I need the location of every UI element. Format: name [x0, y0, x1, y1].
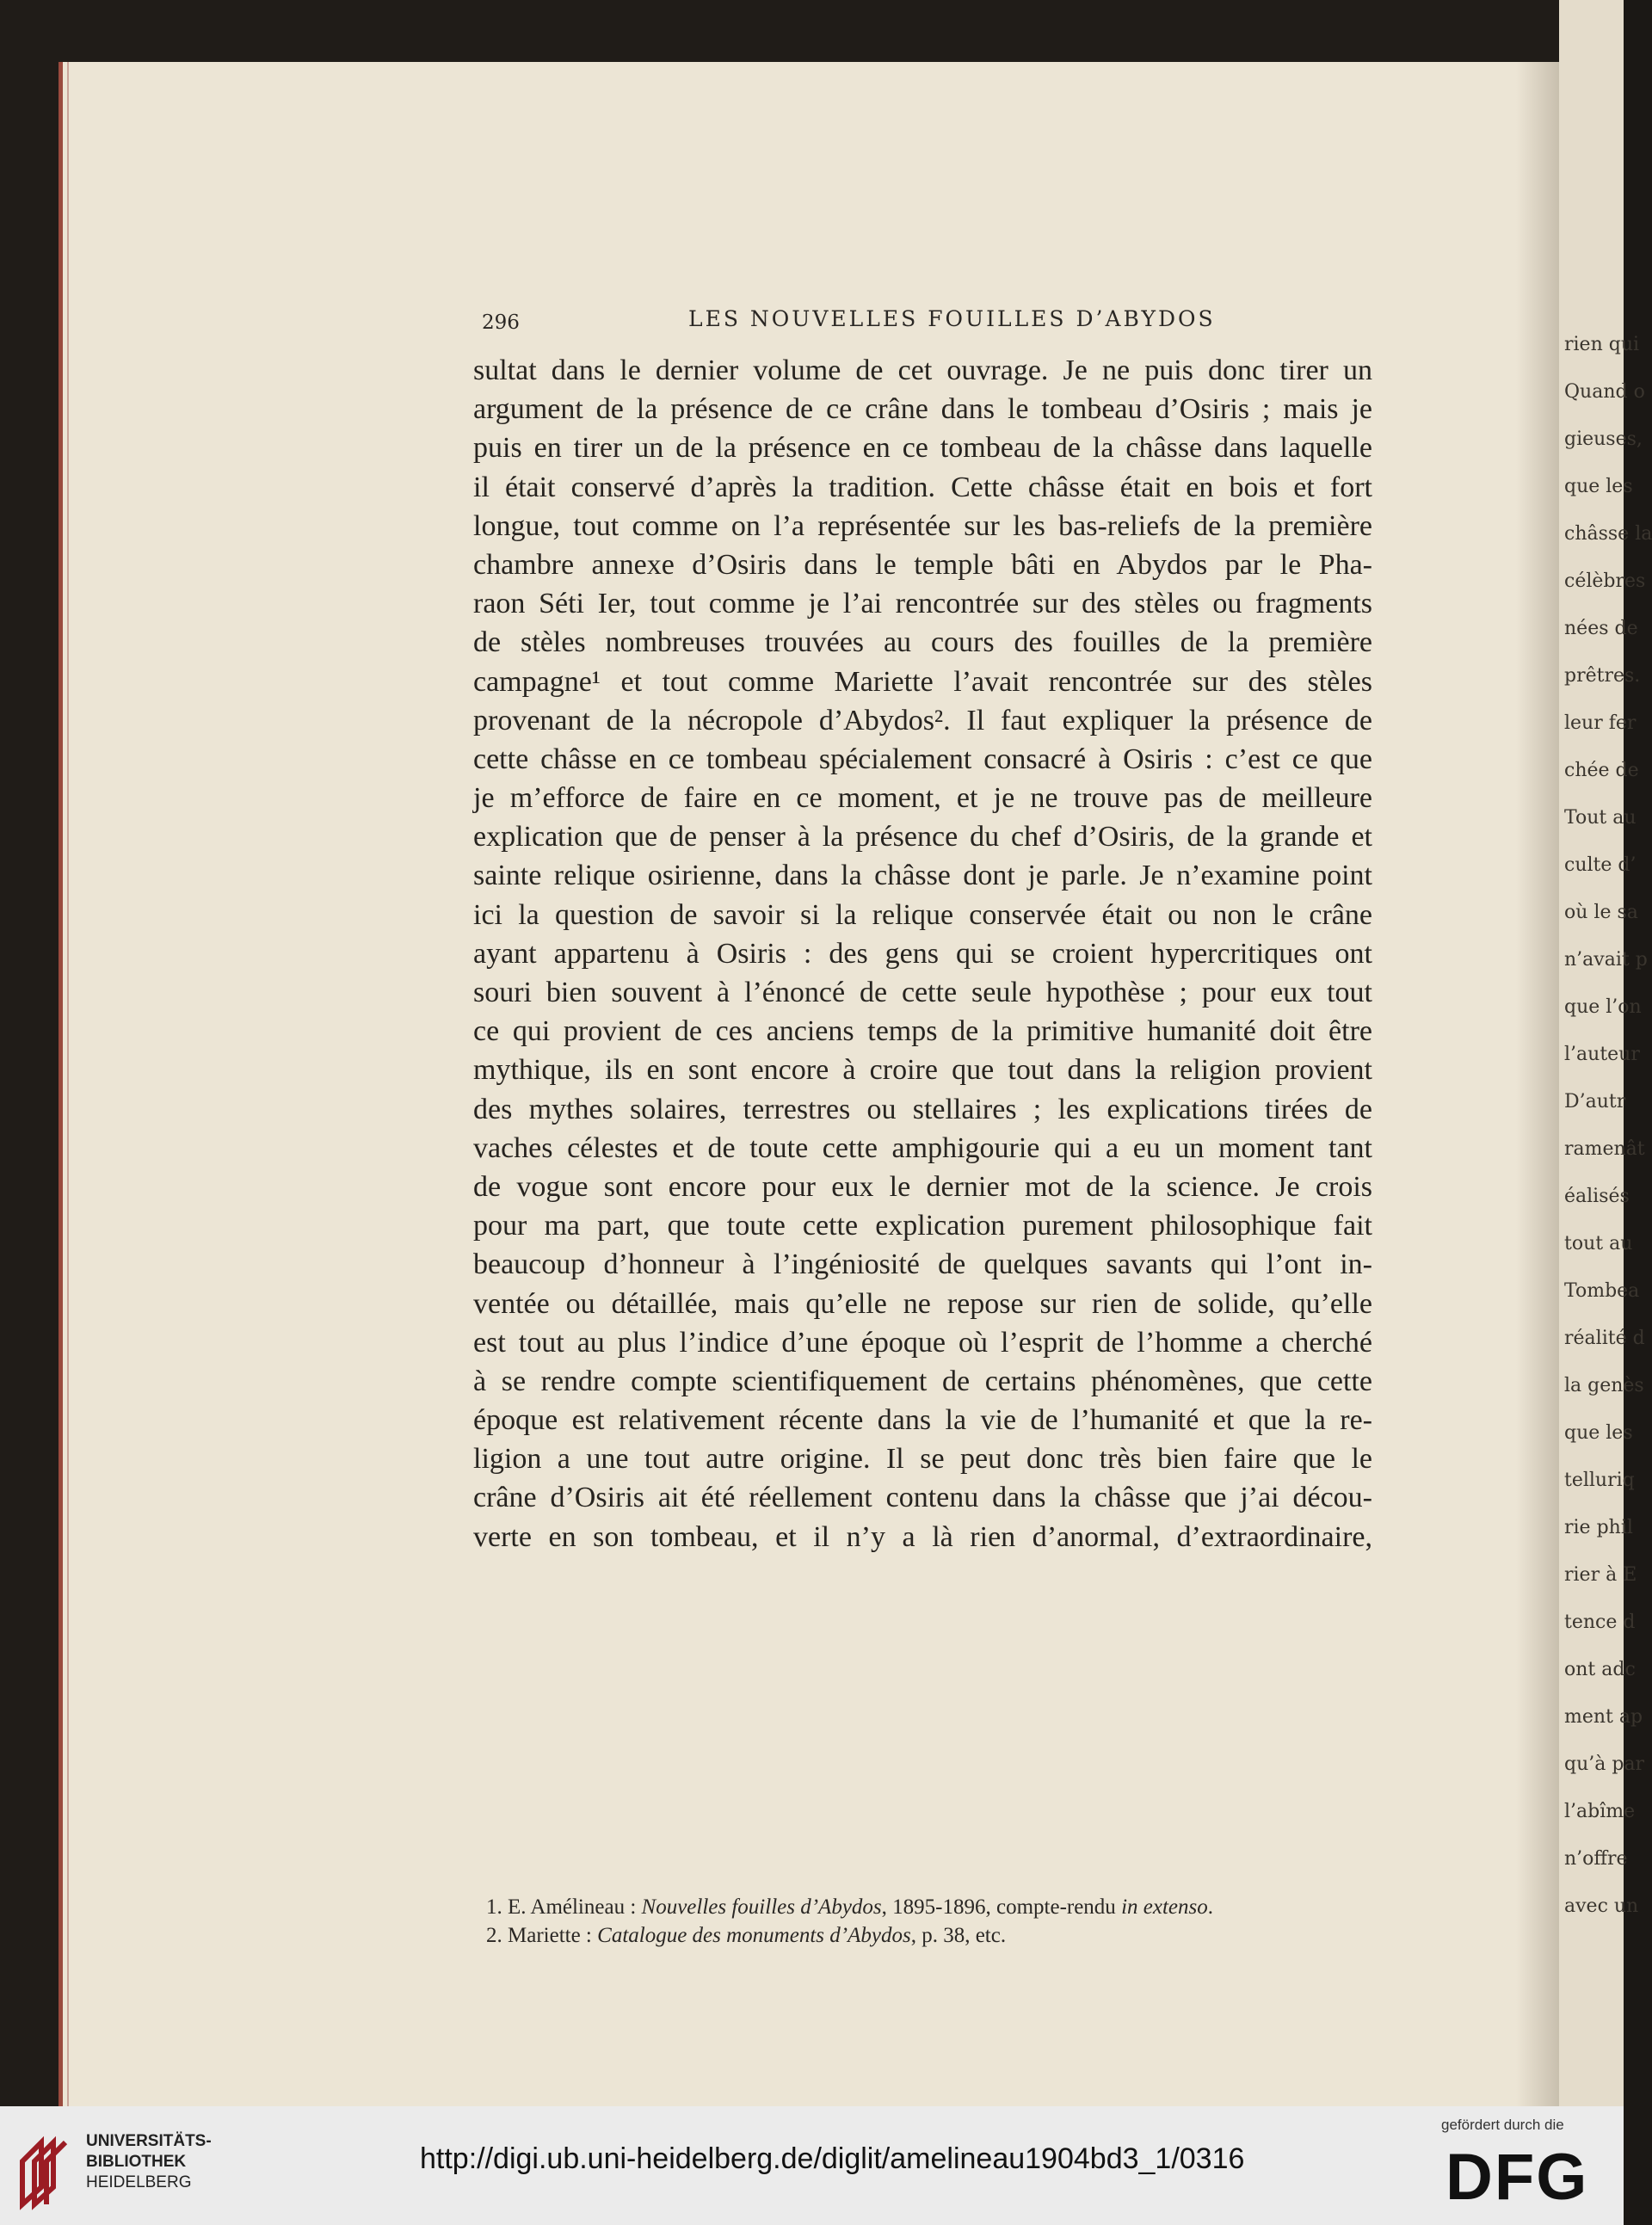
facing-page: [1559, 0, 1652, 2106]
facing-page-line: l’abîme: [1564, 1801, 1636, 1822]
facing-page-line: où le sa: [1564, 902, 1638, 923]
text-line: je m’efforce de faire en ce moment, et je ne trouve pas de meilleure: [473, 782, 1372, 815]
text-line: explication que de penser à la présence du chef d’Osiris, de la grande et: [473, 821, 1372, 854]
text-line: chambre annexe d’Osiris dans le temple bâti en Abydos par le Pha-: [473, 548, 1372, 581]
facing-page-line: ont adc: [1564, 1659, 1636, 1680]
library-name-line2: BIBLIOTHEK: [86, 2153, 187, 2171]
facing-page-line: Tout au: [1564, 807, 1637, 829]
facing-page-line: l’auteur: [1564, 1044, 1640, 1065]
text-line: vaches célestes et de toute cette amphigourie qui a eu un moment tant: [473, 1131, 1372, 1164]
footnote-1: 1. E. Amélineau : Nouvelles fouilles d’Abydos, 1895-1896, compte-rendu in extenso.: [486, 1895, 1213, 1919]
page-edge: [59, 62, 63, 2106]
text-line: puis en tirer un de la présence en ce tombeau de la châsse dans laquelle: [473, 432, 1372, 465]
text-line: de vogue sont encore pour eux le dernier mot de la science. Je crois: [473, 1170, 1372, 1203]
facing-page-line: n’offre: [1564, 1848, 1628, 1870]
facing-page-line: châsse la: [1564, 523, 1652, 545]
text-line: ici la question de savoir si la relique conservée était ou non le crâne: [473, 898, 1372, 931]
text-line: ventée ou détaillée, mais qu’elle ne repose sur rien de solide, qu’elle: [473, 1287, 1372, 1320]
facing-page-line: éalisés: [1564, 1186, 1630, 1207]
text-line: est tout au plus l’indice d’une époque où l’esprit de l’homme a cherché: [473, 1326, 1372, 1359]
facing-page-line: que l’on: [1564, 996, 1642, 1018]
text-line: pour ma part, que toute cette explication purement philosophique fait: [473, 1210, 1372, 1242]
facing-page-line: qu’à par: [1564, 1753, 1645, 1775]
footnote-2: 2. Mariette : Catalogue des monuments d’Abydos, p. 38, etc.: [486, 1924, 1007, 1947]
facing-page-line: ramenât: [1564, 1138, 1645, 1160]
facing-page-line: prêtres.: [1564, 665, 1641, 687]
facing-page-line: rier à E: [1564, 1564, 1637, 1586]
library-name-line1: UNIVERSITÄTS-: [86, 2132, 212, 2150]
text-line: époque est relativement récente dans la vie de l’humanité et que la re-: [473, 1404, 1372, 1437]
facing-page-line: Tombea: [1564, 1280, 1640, 1302]
text-line: cette châsse en ce tombeau spécialement consacré à Osiris : c’est ce que: [473, 743, 1372, 775]
viewer-footer: [0, 2106, 1624, 2225]
page-edge-inner: [67, 62, 69, 2106]
funded-by-label: gefördert durch die: [1441, 2117, 1564, 2133]
facing-page-line: célèbres: [1564, 570, 1646, 592]
facing-page-line: D’autr: [1564, 1091, 1626, 1112]
text-line: à se rendre compte scientifiquement de certains phénomènes, que cette: [473, 1365, 1372, 1397]
text-line: crâne d’Osiris ait été réellement contenu dans la châsse que j’ai décou-: [473, 1482, 1372, 1514]
text-line: argument de la présence de ce crâne dans le tombeau d’Osiris ; mais je: [473, 393, 1372, 426]
body-text: [473, 351, 1372, 1556]
facing-page-line: tence d: [1564, 1612, 1636, 1633]
university-library-logo-icon: [15, 2127, 76, 2210]
text-line: mythique, ils en sont encore à croire que tout dans la religion provient: [473, 1054, 1372, 1087]
dfg-logo-icon: DFG: [1446, 2141, 1589, 2214]
text-line: sainte relique osirienne, dans la châsse dont je parle. Je n’examine point: [473, 860, 1372, 892]
text-line: longue, tout comme on l’a représentée sur les bas-reliefs de la première: [473, 509, 1372, 542]
text-line: souri bien souvent à l’énoncé de cette seule hypothèse ; pour eux tout: [473, 977, 1372, 1008]
text-line: sultat dans le dernier volume de cet ouvrage. Je ne puis donc tirer un: [473, 354, 1372, 386]
facing-page-line: que les: [1564, 476, 1633, 497]
facing-page-line: tout au: [1564, 1233, 1633, 1254]
facing-page-line: chée de: [1564, 760, 1639, 781]
running-title: LES NOUVELLES FOUILLES D’ABYDOS: [688, 306, 1216, 331]
facing-page-line: gieuses,: [1564, 428, 1643, 450]
text-line: campagne¹ et tout comme Mariette l’avait rencontrée sur des stèles: [473, 665, 1372, 698]
library-name-line3: HEIDELBERG: [86, 2173, 192, 2191]
facing-page-line: Quand o: [1564, 381, 1645, 403]
text-line: il était conservé d’après la tradition. Cette châsse était en bois et fort: [473, 471, 1372, 503]
permalink-url[interactable]: http://digi.ub.uni-heidelberg.de/diglit/amelineau1904bd3_1/0316: [420, 2142, 1245, 2175]
facing-page-line: culte d’: [1564, 854, 1637, 876]
text-line: des mythes solaires, terrestres ou stellaires ; les explications tirées de: [473, 1093, 1372, 1125]
facing-page-line: leur fer: [1564, 712, 1637, 734]
text-line: verte en son tombeau, et il n’y a là rien d’anormal, d’extraordinaire,: [473, 1520, 1372, 1553]
text-line: ce qui provient de ces anciens temps de la primitive humanité doit être: [473, 1015, 1372, 1048]
facing-page-line: telluriq: [1564, 1470, 1635, 1491]
facing-page-line: rien qui: [1564, 334, 1640, 355]
facing-page-line: n’avait p: [1564, 949, 1648, 971]
page-gutter: [1516, 62, 1559, 2106]
facing-page-line: que les: [1564, 1422, 1633, 1444]
footnotes: [486, 1893, 1347, 1950]
facing-page-line: avec un: [1564, 1895, 1639, 1917]
facing-page-line: ment ap: [1564, 1706, 1643, 1728]
text-line: ligion a une tout autre origine. Il se peut donc très bien faire que le: [473, 1443, 1372, 1476]
text-line: ayant appartenu à Osiris : des gens qui se croient hypercritiques ont: [473, 937, 1372, 970]
facing-page-line: la genès: [1564, 1375, 1644, 1396]
text-line: de stèles nombreuses trouvées au cours des fouilles de la première: [473, 626, 1372, 659]
text-line: provenant de la nécropole d’Abydos². Il faut expliquer la présence de: [473, 704, 1372, 737]
text-line: raon Séti Ier, tout comme je l’ai rencontrée sur des stèles ou fragments: [473, 588, 1372, 620]
page-number: 296: [482, 311, 520, 334]
facing-page-line: réalité d: [1564, 1328, 1645, 1349]
facing-page-line: rie phil: [1564, 1517, 1633, 1538]
text-line: beaucoup d’honneur à l’ingéniosité de quelques savants qui l’ont in-: [473, 1248, 1372, 1281]
facing-page-line: nées de: [1564, 618, 1638, 639]
